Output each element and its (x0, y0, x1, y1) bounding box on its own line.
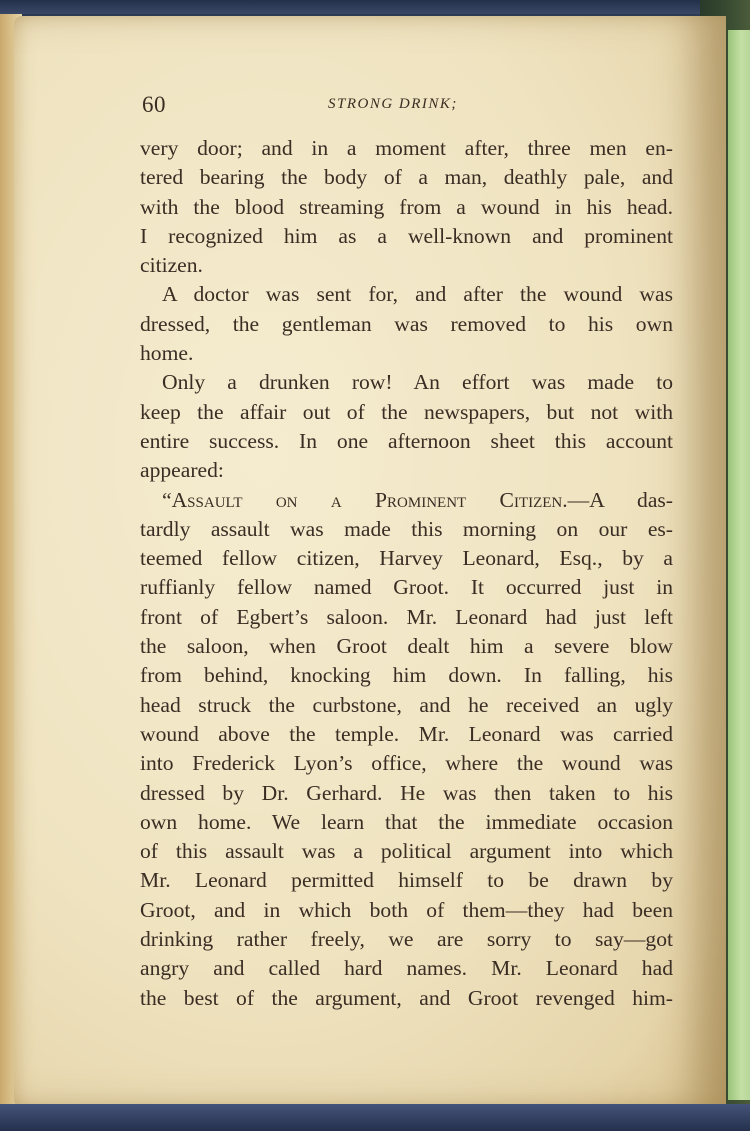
backing-sheet (728, 30, 750, 1100)
text-line: tardly assault was made this morning on our es- (140, 516, 673, 541)
text-line: the best of the argument, and Groot revenged him- (140, 985, 673, 1010)
text-line: the saloon, when Groot dealt him a severe blow (140, 634, 673, 659)
book-cover-bottom-edge (0, 1104, 750, 1131)
text-line: own home. We learn that the immediate occasion (140, 809, 673, 834)
text-line: tered bearing the body of a man, deathly pale, and (140, 165, 673, 190)
text-line: front of Egbert’s saloon. Mr. Leonard had just left (140, 604, 673, 629)
text-line: appeared: (140, 458, 224, 483)
text-line: very door; and in a moment after, three men en- (140, 136, 673, 160)
text-line: keep the affair out of the newspapers, but not with (140, 399, 673, 424)
page-number: 60 (142, 92, 166, 117)
text-line: Only a drunken row! An effort was made to (162, 370, 673, 395)
text-line: ruffianly fellow named Groot. It occurred just in (140, 575, 673, 600)
text-line: angry and called hard names. Mr. Leonard had (140, 956, 673, 981)
text-line: wound above the temple. Mr. Leonard was carried (140, 721, 673, 746)
book-cover-top-edge (0, 0, 750, 14)
text-line: dressed, the gentleman was removed to his own (140, 311, 673, 336)
text-line: dressed by Dr. Gerhard. He was then taken to his (140, 780, 673, 805)
text-line: citizen. (140, 253, 203, 278)
text-line: “Assault on a Prominent Citizen.—A das- (162, 487, 673, 512)
headline-smallcaps: “Assault on a Prominent Citizen. (162, 487, 568, 512)
text-line: I recognized him as a well-known and prominent (140, 223, 673, 248)
text-line: teemed fellow citizen, Harvey Leonard, Esq., by a (140, 546, 673, 571)
body-text (140, 134, 673, 1013)
text-line: head struck the curbstone, and he received an ugly (140, 692, 673, 717)
text-line: entire success. In one afternoon sheet this account (140, 428, 673, 453)
text-line: home. (140, 341, 194, 366)
text-line: from behind, knocking him down. In falling, his (140, 663, 673, 688)
text-line: A doctor was sent for, and after the wound was (162, 282, 673, 307)
text-line: Mr. Leonard permitted himself to be drawn by (140, 868, 673, 893)
text-line: into Frederick Lyon’s office, where the wound was (140, 751, 673, 776)
text-line: of this assault was a political argument into which (140, 839, 673, 864)
text-line: Groot, and in which both of them—they had been (140, 897, 673, 922)
text-line: drinking rather freely, we are sorry to say—got (140, 927, 673, 952)
running-head (142, 92, 672, 122)
text-line: with the blood streaming from a wound in his head. (140, 194, 673, 219)
running-title: STRONG DRINK; (328, 96, 458, 112)
